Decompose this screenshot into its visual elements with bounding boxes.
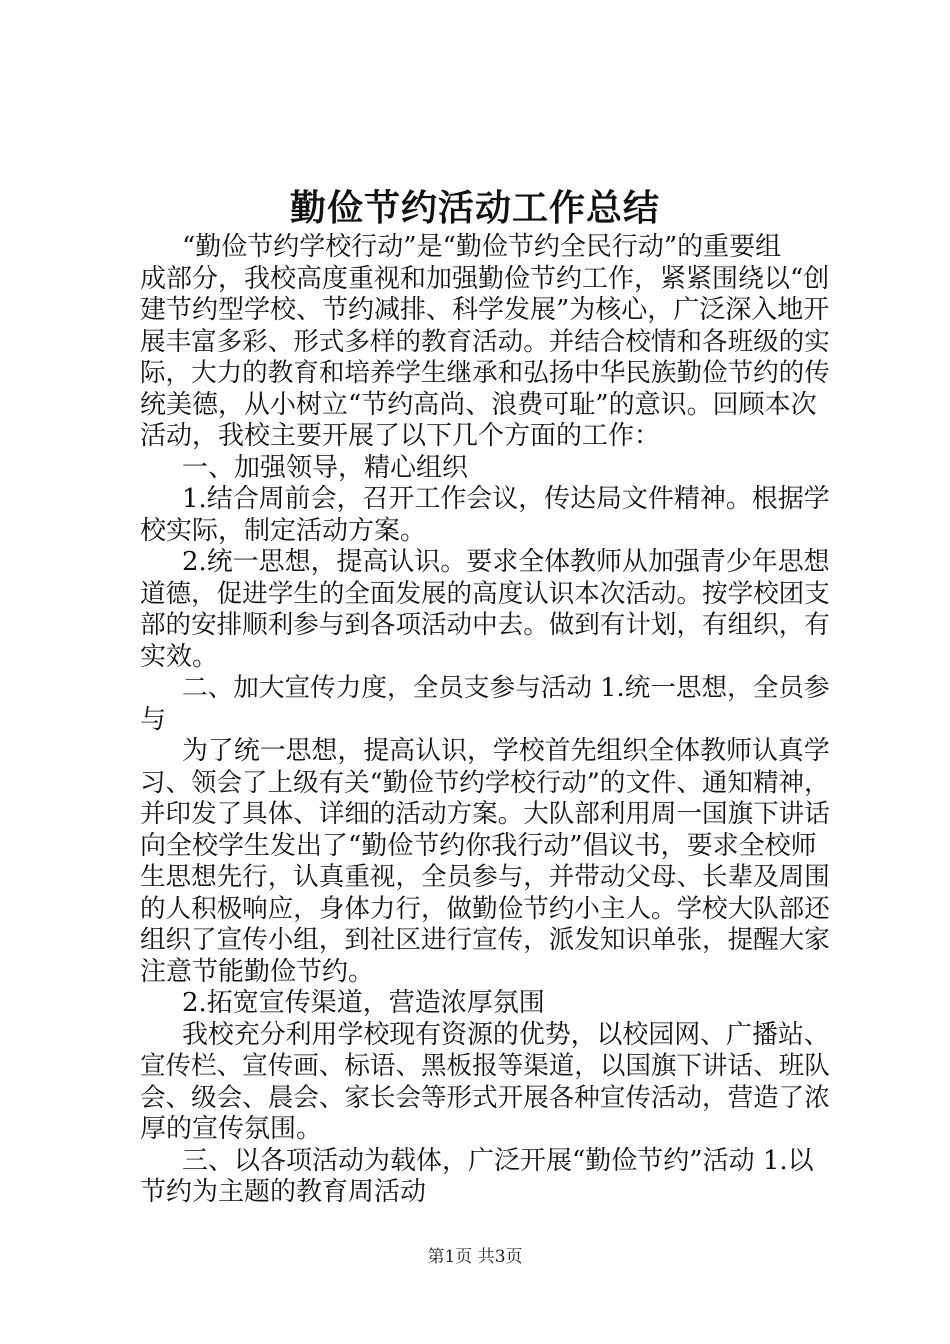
body-line: 厚的宣传氛围。 — [140, 1114, 323, 1144]
body-line: 校实际，制定活动方案。 — [140, 515, 427, 546]
body-line: 宣传栏、宣传画、标语、黑板报等渠道，以国旗下讲话、班队 — [140, 1051, 830, 1081]
body-line: 2.拓宽宣传渠道，营造浓厚氛围 — [182, 988, 545, 1018]
body-line: 习、领会了上级有关“勤俭节约学校行动”的文件、通知精神， — [140, 767, 830, 798]
body-line: “勤俭节约学校行动”是“勤俭节约全民行动”的重要组 — [182, 232, 782, 262]
body-line: 实效。 — [140, 641, 219, 672]
body-line: 组织了宣传小组，到社区进行宣传，派发知识单张，提醒大家 — [140, 925, 830, 955]
body-line: 成部分，我校高度重视和加强勤俭节约工作，紧紧围绕以“创 — [140, 263, 830, 294]
body-line: 会、级会、晨会、家长会等形式开展各种宣传活动，营造了浓 — [140, 1082, 830, 1113]
body-line: 2.统一思想，提高认识。要求全体教师从加强青少年思想 — [182, 547, 830, 577]
body-line: 向全校学生发出了“勤俭节约你我行动”倡议书，要求全校师 — [140, 830, 817, 861]
body-line: 为了统一思想，提高认识，学校首先组织全体教师认真学 — [182, 736, 830, 766]
body-line: 注意节能勤俭节约。 — [140, 956, 375, 987]
body-line: 与 — [140, 704, 167, 735]
document-body — [140, 232, 830, 1209]
body-line: 活动，我校主要开展了以下几个方面的工作： — [140, 421, 661, 451]
body-line: 展丰富多彩、形式多样的教育活动。并结合校情和各班级的实 — [140, 326, 830, 357]
body-line: 的人积极响应，身体力行，做勤俭节约小主人。学校大队部还 — [140, 893, 830, 924]
body-line: 道德，促进学生的全面发展的高度认识本次活动。按学校团支 — [140, 578, 830, 609]
body-line: 节约为主题的教育周活动 — [140, 1177, 427, 1207]
body-line: 并印发了具体、详细的活动方案。大队部利用周一国旗下讲话 — [140, 799, 830, 829]
document-title: 勤俭节约活动工作总结 — [289, 187, 660, 229]
body-line: 部的安排顺利参与到各项活动中去。做到有计划，有组织，有 — [140, 610, 830, 640]
body-line: 1.结合周前会，召开工作会议，传达局文件精神。根据学 — [182, 484, 830, 514]
body-line: 我校充分利用学校现有资源的优势，以校园网、广播站、 — [182, 1019, 830, 1050]
body-line: 际，大力的教育和培养学生继承和弘扬中华民族勤俭节约的传 — [140, 358, 830, 388]
page-footer: 第1页 共3页 — [427, 1247, 523, 1267]
body-line: 生思想先行，认真重视，全员参与，并带动父母、长辈及周围 — [140, 862, 830, 892]
body-line: 建节约型学校、节约减排、科学发展”为核心，广泛深入地开 — [140, 295, 830, 325]
body-line: 统美德，从小树立“节约高尚、浪费可耻”的意识。回顾本次 — [140, 389, 817, 420]
body-line: 二、加大宣传力度，全员支参与活动 1.统一思想，全员参 — [182, 673, 830, 703]
body-line: 三、以各项活动为载体，广泛开展“勤俭节约”活动 1.以 — [182, 1145, 814, 1176]
body-line: 一、加强领导，精心组织 — [182, 452, 469, 483]
